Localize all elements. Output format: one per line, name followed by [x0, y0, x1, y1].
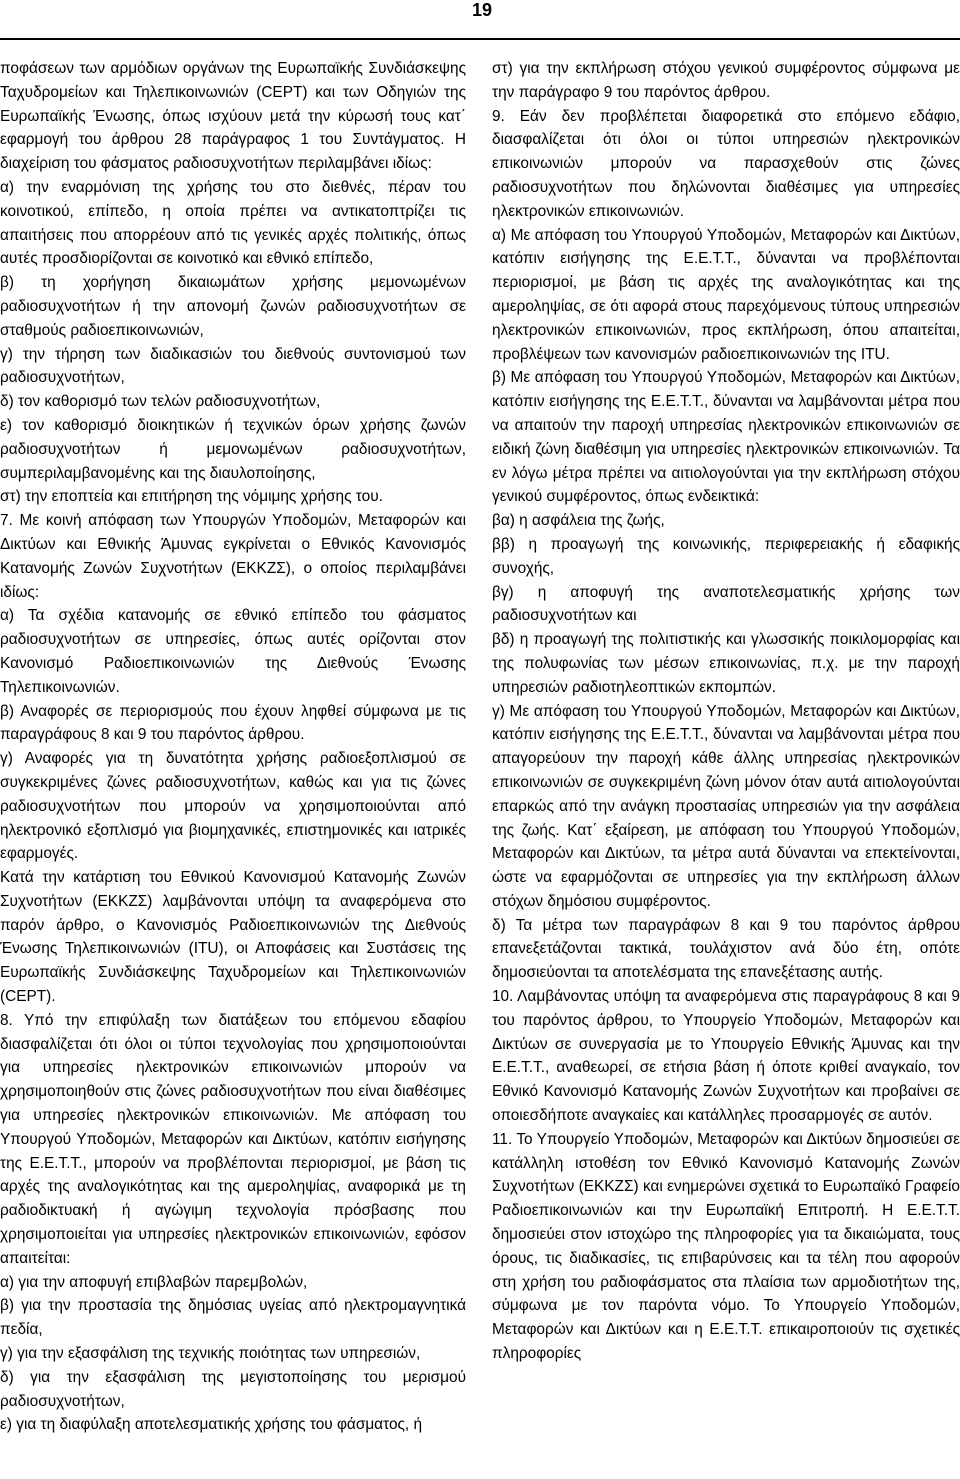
paragraph: γ) την τήρηση των διαδικασιών του διεθνούς συντονισμού των ραδιοσυχνοτήτων,	[0, 345, 466, 387]
paragraph: βα) η ασφάλεια της ζωής,	[492, 512, 665, 530]
paragraph: δ) για την εξασφάλιση της μεγιστοποίησης του μερισμού ραδιοσυχνοτήτων,	[0, 1368, 466, 1410]
header-rule	[0, 38, 960, 40]
paragraph: 10. Λαμβάνοντας υπόψη τα αναφερόμενα στις παραγράφους 8 και 9 του παρόντος άρθρου, το Υπουργείο Υποδομών, Μεταφορών και Δικτύων σε συνεργασία με το Υπουργείο Εθνικής Άμυνας και την Ε.Ε.Τ.Τ., αναθεωρεί, σε ετήσια βάση ή όποτε κριθεί αναγκαίο, τον Εθνικό Κανονισμό Κατανομής Ζωνών Συχνοτήτων και προβαίνει σε οποιεσδήποτε αναγκαίες και κατάλληλες προσαρμογές σε αυτόν.	[492, 988, 960, 1125]
paragraph: α) την εναρμόνιση της χρήσης του στο διεθνές, πέραν του κοινοτικού, επίπεδο, η οποία πρέπει να αντικατοπτρίζει τις απαιτήσεις που απορρέουν από τις γενικές αρχές πολιτικής, όπως αυτές προσδιορίζονται σε κοινοτικό και εθνικό επίπεδο,	[0, 178, 466, 268]
paragraph: α) για την αποφυγή επιβλαβών παρεμβολών,	[0, 1273, 308, 1291]
paragraph: γ) για την εξασφάλιση της τεχνικής ποιότητας των υπηρεσιών,	[0, 1345, 421, 1363]
paragraph: 9. Εάν δεν προβλέπεται διαφορετικά στο επόμενο εδάφιο, διασφαλίζεται ότι όλοι οι τύποι υπηρεσιών ηλεκτρονικών επικοινωνιών μπορούν να παρασχεθούν στις ζώνες ραδιοσυχνοτήτων που δηλώνονται διαθέσιμες για υπηρεσίες ηλεκτρονικών επικοινωνιών.	[492, 107, 960, 220]
paragraph: α) Με απόφαση του Υπουργού Υποδομών, Μεταφορών και Δικτύων, κατόπιν εισήγησης της Ε.Ε.Τ.Τ., δύνανται να προβλέπονται περιορισμοί, με βάση τις αρχές της αναλογικότητας και της αμεροληψίας, σε ότι αφορά στους παρεχόμενους τύπους υπηρεσιών ηλεκτρονικών επικοινωνιών, προς εκπλήρωση, όπου απαιτείται, προβλέψεων των κανονισμών ραδιοεπικοινωνιών της ITU.	[492, 226, 960, 363]
paragraph: β) για την προστασία της δημόσιας υγείας από ηλεκτρομαγνητικά πεδία,	[0, 1297, 466, 1339]
paragraph: α) Τα σχέδια κατανομής σε εθνικό επίπεδο του φάσματος ραδιοσυχνοτήτων σε υπηρεσίες, όπως αυτές ορίζονται στον Κανονισμό Ραδιοεπικοινωνιών της Διεθνούς Ένωσης Τηλεπικοινωνιών.	[0, 607, 466, 696]
paragraph: βδ) η προαγωγή της πολιτιστικής και γλωσσικής ποικιλομορφίας και της πολυφωνίας των μέσων επικοινωνίας, π.χ. με την παροχή υπηρεσιών ραδιοτηλεοπτικών εκπομπών.	[492, 631, 960, 696]
page-number: 19	[471, 0, 492, 20]
paragraph: στ) για την εκπλήρωση στόχου γενικού συμφέροντος σύμφωνα με την παράγραφο 9 του παρόντος άρθρου.	[492, 60, 960, 101]
paragraph: 11. Το Υπουργείο Υποδομών, Μεταφορών και Δικτύων δημοσιεύει σε κατάλληλη ιστοθέση τον Εθνικό Κανονισμό Κατανομής Ζωνών Συχνοτήτων (ΕΚΚΖΣ) και ενημερώνει σχετικά το Ευρωπαϊκό Γραφείο Ραδιοεπικοινωνιών και την Ευρωπαϊκή Επιτροπή. Η Ε.Ε.Τ.Τ. δημοσιεύει στον ιστοχώρο της πληροφορίες για τα δικαιώματα, τους όρους, τις διαδικασίες, τις επιβαρύνσεις και τα τέλη που αφορούν στη χρήση του ραδιοφάσματος στα πλαίσια των αρμοδιοτήτων της, σύμφωνα με τον παρόντα νόμο. Το Υπουργείο Υποδομών, Μεταφορών και Δικτύων και η Ε.Ε.Τ.Τ. επικαιροποιούν τις σχετικές πληροφορίες	[492, 1130, 960, 1363]
paragraph: ε) τον καθορισμό διοικητικών ή τεχνικών όρων χρήσης ζωνών ραδιοσυχνοτήτων ή μεμονωμένων ραδιοσυχνοτήτων, συμπεριλαμβανομένης και της διαυλοποίησης,	[0, 416, 466, 482]
paragraph: β) Αναφορές σε περιορισμούς που έχουν ληφθεί σύμφωνα με τις παραγράφους 8 και 9 του παρόντος άρθρου.	[0, 702, 466, 744]
right-column	[492, 57, 960, 1366]
paragraph: δ) τον καθορισμό των τελών ραδιοσυχνοτήτων,	[0, 393, 321, 411]
paragraph: στ) την εποπτεία και επιτήρηση της νόμιμης χρήσης του.	[0, 488, 383, 506]
left-column	[0, 57, 466, 1437]
paragraph: δ) Τα μέτρα των παραγράφων 8 και 9 του παρόντος άρθρου επανεξετάζονται τακτικά, τουλάχιστον ανά δύο έτη, οπότε δημοσιεύονται τα αποτελέσματα της επανεξέτασης αυτής.	[492, 916, 960, 982]
paragraph: β) τη χορήγηση δικαιωμάτων χρήσης μεμονωμένων ραδιοσυχνοτήτων ή την απονομή ζωνών ραδιοσυχνοτήτων σε σταθμούς ραδιοεπικοινωνιών,	[0, 274, 466, 339]
paragraph: γ) Αναφορές για τη δυνατότητα χρήσης ραδιοεξοπλισμού σε συγκεκριμένες ζώνες ραδιοσυχνοτήτων, καθώς και για τις ζώνες ραδιοσυχνοτήτων που μπορούν να χρησιμοποιούνται από ηλεκτρονικό εξοπλισμό για βιομηχανικές, επιστημονικές και ιατρικές εφαρμογές.	[0, 750, 466, 863]
paragraph: ββ) η προαγωγή της κοινωνικής, περιφερειακής ή εδαφικής συνοχής,	[492, 535, 960, 577]
paragraph: ε) για τη διαφύλαξη αποτελεσματικής χρήσης του φάσματος, ή	[0, 1416, 423, 1434]
paragraph: βγ) η αποφυγή της αναποτελεσματικής χρήσης των ραδιοσυχνοτήτων και	[492, 583, 960, 625]
paragraph: 7. Με κοινή απόφαση των Υπουργών Υποδομών, Μεταφορών και Δικτύων και Εθνικής Άμυνας εγκρίνεται ο Εθνικός Κανονισμός Κατανομής Ζωνών Συχνοτήτων (ΕΚΚΖΣ), ο οποίος περιλαμβάνει ιδίως:	[0, 512, 466, 601]
paragraph: ποφάσεων των αρμόδιων οργάνων της Ευρωπαϊκής Συνδιάσκεψης Ταχυδρομείων και Τηλεπικοινωνιών (CEPT) και των Οδηγιών της Ευρωπαϊκής Ένωσης, όπως ισχύουν μετά την κύρωσή τους κατ΄ εφαρμογή του άρθρου 28 παράγραφος 1 του Συντάγματος. Η διαχείριση του φάσματος ραδιοσυχνοτήτων περιλαμβάνει ιδίως:	[0, 60, 466, 173]
paragraph: Κατά την κατάρτιση του Εθνικού Κανονισμού Κατανομής Ζωνών Συχνοτήτων (ΕΚΚΖΣ) λαμβάνονται υπόψη τα αναφερόμενα στο παρόν άρθρο, ο Κανονισμός Ραδιοεπικοινωνιών της Διεθνούς Ένωσης Τηλεπικοινωνιών (ITU), οι Αποφάσεις και Συστάσεις της Ευρωπαϊκής Συνδιάσκεψης Ταχυδρομείων και Τηλεπικοινωνιών (CEPT).	[0, 869, 466, 1006]
paragraph: 8. Υπό την επιφύλαξη των διατάξεων του επόμενου εδαφίου διασφαλίζεται ότι όλοι οι τύποι τεχνολογίας που χρησιμοποιούνται για υπηρεσίες ηλεκτρονικών επικοινωνιών μπορούν να χρησιμοποιηθούν στις ζώνες ραδιοσυχνοτήτων που είναι διαθέσιμες για υπηρεσίες ηλεκτρονικών επικοινωνιών. Με απόφαση του Υπουργού Υποδομών, Μεταφορών και Δικτύων, κατόπιν εισήγησης της Ε.Ε.Τ.Τ., μπορούν να προβλέπονται περιορισμοί, με βάση τις αρχές της αναλογικότητας και της αμεροληψίας, αναφορικά με τη ραδιοδικτυακή ή αγώγιμη τεχνολογία πρόσβασης που χρησιμοποιείται για υπηρεσίες ηλεκτρονικών επικοινωνιών, εφόσον απαιτείται:	[0, 1011, 466, 1267]
paragraph: γ) Με απόφαση του Υπουργού Υποδομών, Μεταφορών και Δικτύων, κατόπιν εισήγησης της Ε.Ε.Τ.Τ., δύνανται να λαμβάνονται μέτρα που απαγορεύουν την παροχή κάθε άλλης υπηρεσίας ηλεκτρονικών επικοινωνιών σε συγκεκριμένη ζώνη μόνον όταν αυτά αιτιολογούνται επαρκώς από την ανάγκη προστασίας υπηρεσιών για την ασφάλεια της ζωής. Κατ΄ εξαίρεση, με απόφαση του Υπουργού Υποδομών, Μεταφορών και Δικτύων, τα μέτρα αυτά δύνανται να επεκτείνονται, ώστε να εφαρμόζονται σε υπηρεσίες για την εκπλήρωση άλλων στόχων δημόσιου συμφέροντος.	[492, 702, 960, 910]
paragraph: β) Με απόφαση του Υπουργού Υποδομών, Μεταφορών και Δικτύων, κατόπιν εισήγησης της Ε.Ε.Τ.Τ., δύνανται να λαμβάνονται μέτρα που να απαιτούν την παροχή υπηρεσίας ηλεκτρονικών επικοινωνιών σε ειδική ζώνη διαθέσιμη για υπηρεσίες ηλεκτρονικών επικοινωνιών. Τα εν λόγω μέτρα πρέπει να αιτιολογούνται για την εκπλήρωση στόχου γενικού συμφέροντος, όπως ενδεικτικά:	[492, 369, 960, 506]
